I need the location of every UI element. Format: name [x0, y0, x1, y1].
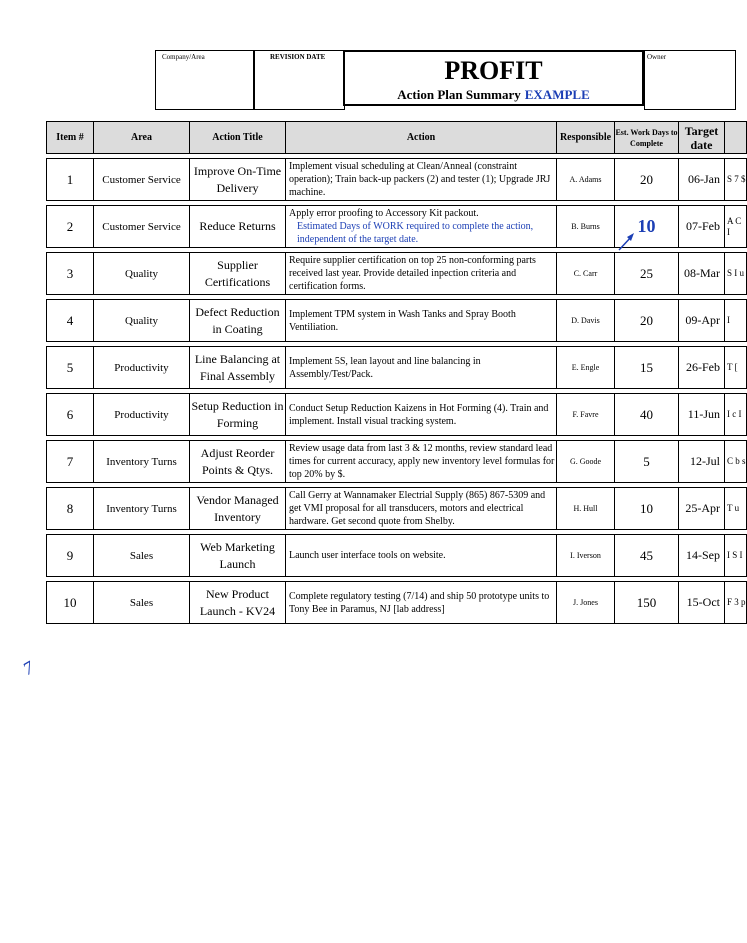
cell-action-title: Setup Reduction in Forming: [190, 394, 286, 436]
cell-responsible: A. Adams: [557, 159, 615, 201]
table-row: [47, 300, 747, 342]
action-text: Review usage data from last 3 & 12 months, review standard lead times for current accuracy, apply new inventory level formulas for top 20% by $.: [289, 443, 555, 480]
company-area-box: [155, 50, 255, 110]
cell-area: Customer Service: [94, 159, 190, 201]
cell-item: 10: [47, 582, 94, 624]
cell-action: [286, 253, 557, 295]
cell-extra: S I u: [725, 253, 747, 295]
cell-area: Customer Service: [94, 206, 190, 248]
cell-action-title: Vendor Managed Inventory: [190, 488, 286, 530]
cell-area: Inventory Turns: [94, 441, 190, 483]
col-header-action: Action: [286, 122, 557, 154]
cell-action-title: Line Balancing at Final Assembly: [190, 347, 286, 389]
cell-area: Sales: [94, 535, 190, 577]
cell-est-work-days: [615, 582, 679, 624]
cell-extra: F 3 p: [725, 582, 747, 624]
cell-responsible: B. Burns: [557, 206, 615, 248]
cell-area: Productivity: [94, 347, 190, 389]
cell-item: 5: [47, 347, 94, 389]
cell-item: 1: [47, 159, 94, 201]
est-value: 45: [640, 547, 653, 563]
est-value: 150: [636, 594, 657, 610]
cell-target-date: 14-Sep: [679, 535, 725, 577]
cell-target-date: 25-Apr: [679, 488, 725, 530]
cell-est-work-days: [615, 253, 679, 295]
est-value: 40: [640, 406, 653, 422]
table-row: [47, 347, 747, 389]
col-header-responsible: Responsible: [557, 122, 615, 154]
col-header-area: Area: [94, 122, 190, 154]
table-row: [47, 394, 747, 436]
cell-action-title: Adjust Reorder Points & Qtys.: [190, 441, 286, 483]
table-row: [47, 488, 747, 530]
cell-item: 4: [47, 300, 94, 342]
action-text: Apply error proofing to Accessory Kit packout.: [289, 208, 479, 219]
cell-responsible: J. Jones: [557, 582, 615, 624]
company-area-label: Company/Area: [162, 53, 205, 61]
cell-target-date: 12-Jul: [679, 441, 725, 483]
page-subtitle: [345, 87, 642, 103]
cell-target-date: 08-Mar: [679, 253, 725, 295]
cell-item: 6: [47, 394, 94, 436]
revision-date-box: [253, 50, 345, 110]
est-value: 10: [637, 216, 656, 236]
subtitle-example-tag: EXAMPLE: [524, 87, 590, 102]
cell-action: [286, 582, 557, 624]
cell-est-work-days: [615, 535, 679, 577]
est-value: 15: [640, 359, 653, 375]
cell-action-title: Reduce Returns: [190, 206, 286, 248]
page-title: PROFIT: [444, 56, 543, 85]
action-text: Complete regulatory testing (7/14) and ship 50 prototype units to Tony Bee in Paramus, NJ [lab address]: [289, 590, 550, 615]
cell-extra: I S I: [725, 535, 747, 577]
cell-area: Sales: [94, 582, 190, 624]
est-value: 20: [640, 312, 653, 328]
cell-extra: T [: [725, 347, 747, 389]
cell-est-work-days: [615, 300, 679, 342]
cell-action: [286, 394, 557, 436]
cell-extra: I c I: [725, 394, 747, 436]
cell-action: [286, 441, 557, 483]
cell-action: [286, 488, 557, 530]
cell-action-title: New Product Launch - KV24: [190, 582, 286, 624]
cell-extra: T u: [725, 488, 747, 530]
table-row: [47, 582, 747, 624]
cell-item: 8: [47, 488, 94, 530]
cell-item: 3: [47, 253, 94, 295]
cell-target-date: 09-Apr: [679, 300, 725, 342]
action-text: Require supplier certification on top 25 non-conforming parts received last year. Provide detailed inpection criteria and certification forms.: [289, 255, 536, 292]
cell-item: 7: [47, 441, 94, 483]
table-row: [47, 253, 747, 295]
margin-mark: 7: [19, 657, 38, 679]
cell-action: [286, 347, 557, 389]
cell-extra: I: [725, 300, 747, 342]
owner-label: Owner: [647, 53, 667, 61]
cell-est-work-days: [615, 488, 679, 530]
est-value: 5: [643, 453, 650, 469]
col-header-est-work-days: Est. Work Days to Complete: [615, 122, 679, 154]
cell-est-work-days: [615, 347, 679, 389]
cell-responsible: C. Carr: [557, 253, 615, 295]
pointer-arrow-icon: [615, 228, 637, 254]
est-value: 20: [640, 171, 653, 187]
table-row: [47, 441, 747, 483]
col-header-extra: [725, 122, 747, 154]
table-header-row: [47, 122, 747, 154]
cell-responsible: D. Davis: [557, 300, 615, 342]
table-row: [47, 535, 747, 577]
cell-action: [286, 535, 557, 577]
action-text: Launch user interface tools on website.: [289, 550, 446, 561]
cell-extra: A C I: [725, 206, 747, 248]
action-text: Conduct Setup Reduction Kaizens in Hot Forming (4). Train and implement. Install visual tracking system.: [289, 402, 549, 427]
cell-action-title: Improve On-Time Delivery: [190, 159, 286, 201]
cell-area: Productivity: [94, 394, 190, 436]
action-note: Estimated Days of WORK required to complete the action, independent of the target date.: [297, 221, 534, 245]
col-header-action-title: Action Title: [190, 122, 286, 154]
cell-area: Inventory Turns: [94, 488, 190, 530]
cell-est-work-days: [615, 159, 679, 201]
est-value: 25: [640, 265, 653, 281]
cell-action-title: Web Marketing Launch: [190, 535, 286, 577]
col-header-item: Item #: [47, 122, 94, 154]
cell-target-date: 07-Feb: [679, 206, 725, 248]
est-value: 10: [640, 500, 653, 516]
cell-responsible: I. Iverson: [557, 535, 615, 577]
cell-responsible: E. Engle: [557, 347, 615, 389]
col-header-target-date: Target date: [679, 122, 725, 154]
cell-target-date: 06-Jan: [679, 159, 725, 201]
cell-area: Quality: [94, 300, 190, 342]
table-row: [47, 206, 747, 248]
action-plan-table: [46, 121, 747, 624]
action-text: Implement visual scheduling at Clean/Anneal (constraint operation); Train back-up packers (2) and tester (1); Upgrade JRJ machine.: [289, 161, 551, 198]
cell-extra: C b s: [725, 441, 747, 483]
action-text: Call Gerry at Wannamaker Electrial Supply (865) 867-5309 and get VMI proposal for all transducers, motors and electrical hardware. Get second quote from Shelby.: [289, 490, 546, 527]
cell-action: [286, 159, 557, 201]
action-text: Implement 5S, lean layout and line balancing in Assembly/Test/Pack.: [289, 355, 481, 380]
cell-responsible: H. Hull: [557, 488, 615, 530]
action-text: Implement TPM system in Wash Tanks and Spray Booth Ventiliation.: [289, 308, 516, 333]
cell-area: Quality: [94, 253, 190, 295]
cell-est-work-days: [615, 441, 679, 483]
subtitle-text: Action Plan Summary: [397, 87, 521, 102]
table-row: [47, 159, 747, 201]
cell-action: [286, 300, 557, 342]
cell-responsible: F. Favre: [557, 394, 615, 436]
cell-item: 2: [47, 206, 94, 248]
revision-date-label: REVISION DATE: [270, 53, 326, 61]
cell-target-date: 15-Oct: [679, 582, 725, 624]
cell-item: 9: [47, 535, 94, 577]
cell-extra: S 7 $: [725, 159, 747, 201]
cell-target-date: 11-Jun: [679, 394, 725, 436]
title-box: [343, 50, 644, 106]
cell-action-title: Supplier Certifications: [190, 253, 286, 295]
cell-action: [286, 206, 557, 248]
cell-responsible: G. Goode: [557, 441, 615, 483]
cell-action-title: Defect Reduction in Coating: [190, 300, 286, 342]
owner-box: [644, 50, 736, 110]
cell-est-work-days: [615, 394, 679, 436]
cell-target-date: 26-Feb: [679, 347, 725, 389]
